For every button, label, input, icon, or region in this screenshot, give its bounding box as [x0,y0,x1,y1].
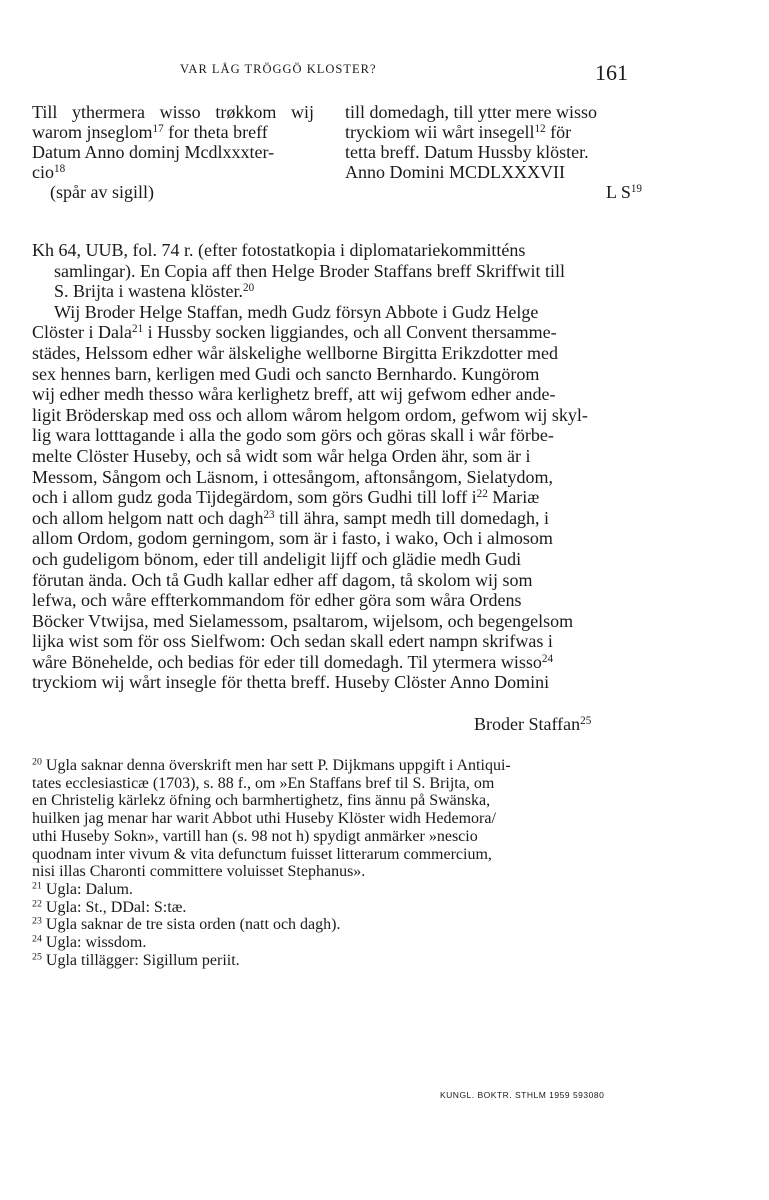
footnote-22: $^{22}$ Ugla: St., DDal: S:tæ. [32,898,187,916]
body-line-16: Böcker Vtwijsa, med Sielamessom, psaltarom, wijelsom, och begengelsom [32,610,574,631]
footnotes [32,757,626,969]
source-line-3: S. Brijta i wastena klöster.$^{20}$ [54,281,255,302]
body-line-10: och i allom gudz goda Tijdegärdom, som görs Gudhi till loff $i^{22}$ Mariæ [32,487,540,508]
left-line-3: Datum Anno dominj Mcdlxxxter- [32,142,275,162]
body-line-19: tryckiom wij wårt insegle för thetta breff. Huseby Clöster Anno Domini [32,672,550,693]
footnote-20-line-6: quodnam inter vivum & vita defunctum fuisset litterarum commercium, [32,845,492,863]
footnote-24: $^{24}$ Ugla: wissdom. [32,933,147,952]
right-column [345,102,642,202]
body-line-11: och allom helgom natt och dagh$^{23}$ till ähra, sampt medh till domedagh, i [32,507,550,528]
footnote-25: $^{25}$ Ugla tillägger: Sigillum periit. [32,951,240,969]
right-line-1: till domedagh, till ytter mere wisso [345,102,597,122]
right-line-2: tryckiom wii wårt insegell$^{12}$ för [345,122,572,142]
footnote-23: $^{23}$ Ugla saknar de tre sista orden (natt och dagh). [32,915,341,934]
signature: Broder Staffan$^{25}$ [474,714,592,734]
footnote-20-line-2: tates ecclesiasticæ (1703), s. 88 f., om »En Staffans bref til S. Brijta, om [32,774,495,792]
body-line-14: förutan ända. Och tå Gudh kallar edher aff dagom, tå skolom wij som [32,569,533,590]
footnote-20-line-5: uthi Huseby Sokn», vartill han (s. 98 not h) spydigt anmärker »nescio [32,827,478,845]
body-line-13: och gudeligom bönom, eder till andeligit lijff och glädie medh Gudi [32,548,522,569]
footnote-20-line-1: $^{20}$ Ugla saknar denna överskrift men har sett P. Dijkmans uppgift i Antiqui- [32,756,511,774]
left-line-4: cio$^{18}$ [32,162,66,182]
body-line-2: Clöster i Dala$^{21}$ i Hussby socken liggiandes, och all Convent thersamme- [32,322,557,343]
left-line-5: (spår av sigill) [50,182,154,202]
body-line-6: ligit Bröderskap med oss och allom wårom helgom ordom, gefwom wij skyl- [32,404,588,425]
body-line-17: lijka wist som för oss Sielfwom: Och sedan skall edert nampn skrifwas i [32,631,553,652]
source-line-1: Kh 64, UUB, fol. 74 r. (efter fotostatkopia i diplomatariekommitténs [32,240,526,260]
source-line-2: samlingar). En Copia aff then Helge Broder Staffans breff Skriffwit till [54,260,566,281]
page-number: 161 [595,60,628,85]
running-title: VAR LÅG TRÖGGÖ KLOSTER? [180,62,377,76]
body-line-12: allom Ordom, godom gerningom, som är i fasto, i wako, Och i almosom [32,528,553,549]
printer-imprint: KUNGL. BOKTR. STHLM 1959 593080 [440,1090,605,1100]
right-line-4: Anno Domini MCDLXXXVII [345,162,565,182]
left-line-2: warom jnseglom$^{17}$ for theta breff [32,122,268,142]
footnote-20-line-4: huilken jag menar har warit Abbot uthi Huseby Klöster widh Hedemora/ [32,810,496,828]
seal-mark: L $S^{19}$ [606,182,642,202]
body-line-1: Wij Broder Helge Staffan, medh Gudz försyn Abbote i Gudz Helge [54,301,539,322]
footnote-20-line-7: nisi illas Charonti committere voluisset Stephanus». [32,863,366,881]
right-line-3: tetta breff. Datum Hussby klöster. [345,142,589,162]
body-line-15: lefwa, och wåre effterkommandom för edher göra som wåra Ordens [32,590,522,611]
body-line-3: städes, Helssom edher wår älskelighe wellborne Birgitta Erikzdotter med [32,342,559,363]
body-line-4: sex hennes barn, kerligen med Gudi och sancto Bernhardo. Kungörom [32,363,540,384]
body-line-18: wåre Bönehelde, och bedias för eder till domedagh. Til ytermera wisso$^{24}$ [32,651,554,672]
left-line-1: Till ythermera wisso trøkkom wij [32,102,314,122]
footnote-21: $^{21}$ Ugla: Dalum. [32,880,133,898]
main-text [32,240,626,693]
left-column [32,102,332,202]
body-line-9: Messom, Sångom och Läsnom, i ottesångom, aftonsångom, Sielatydom, [32,466,553,487]
body-line-5: wij edher medh thesso wåra kerlighetz breff, att wij gefwom edher ande- [32,384,556,405]
body-line-7: lig wara lotttagande i alla the godo som görs och göras skall i wår förbe- [32,425,554,446]
body-line-8: melte Clöster Huseby, och så widt som wår helga Orden ähr, som är i [32,445,531,466]
footnote-20-line-3: en Christelig kärlekz öfning och barmhertighetz, fins ännu på Swänska, [32,792,491,810]
